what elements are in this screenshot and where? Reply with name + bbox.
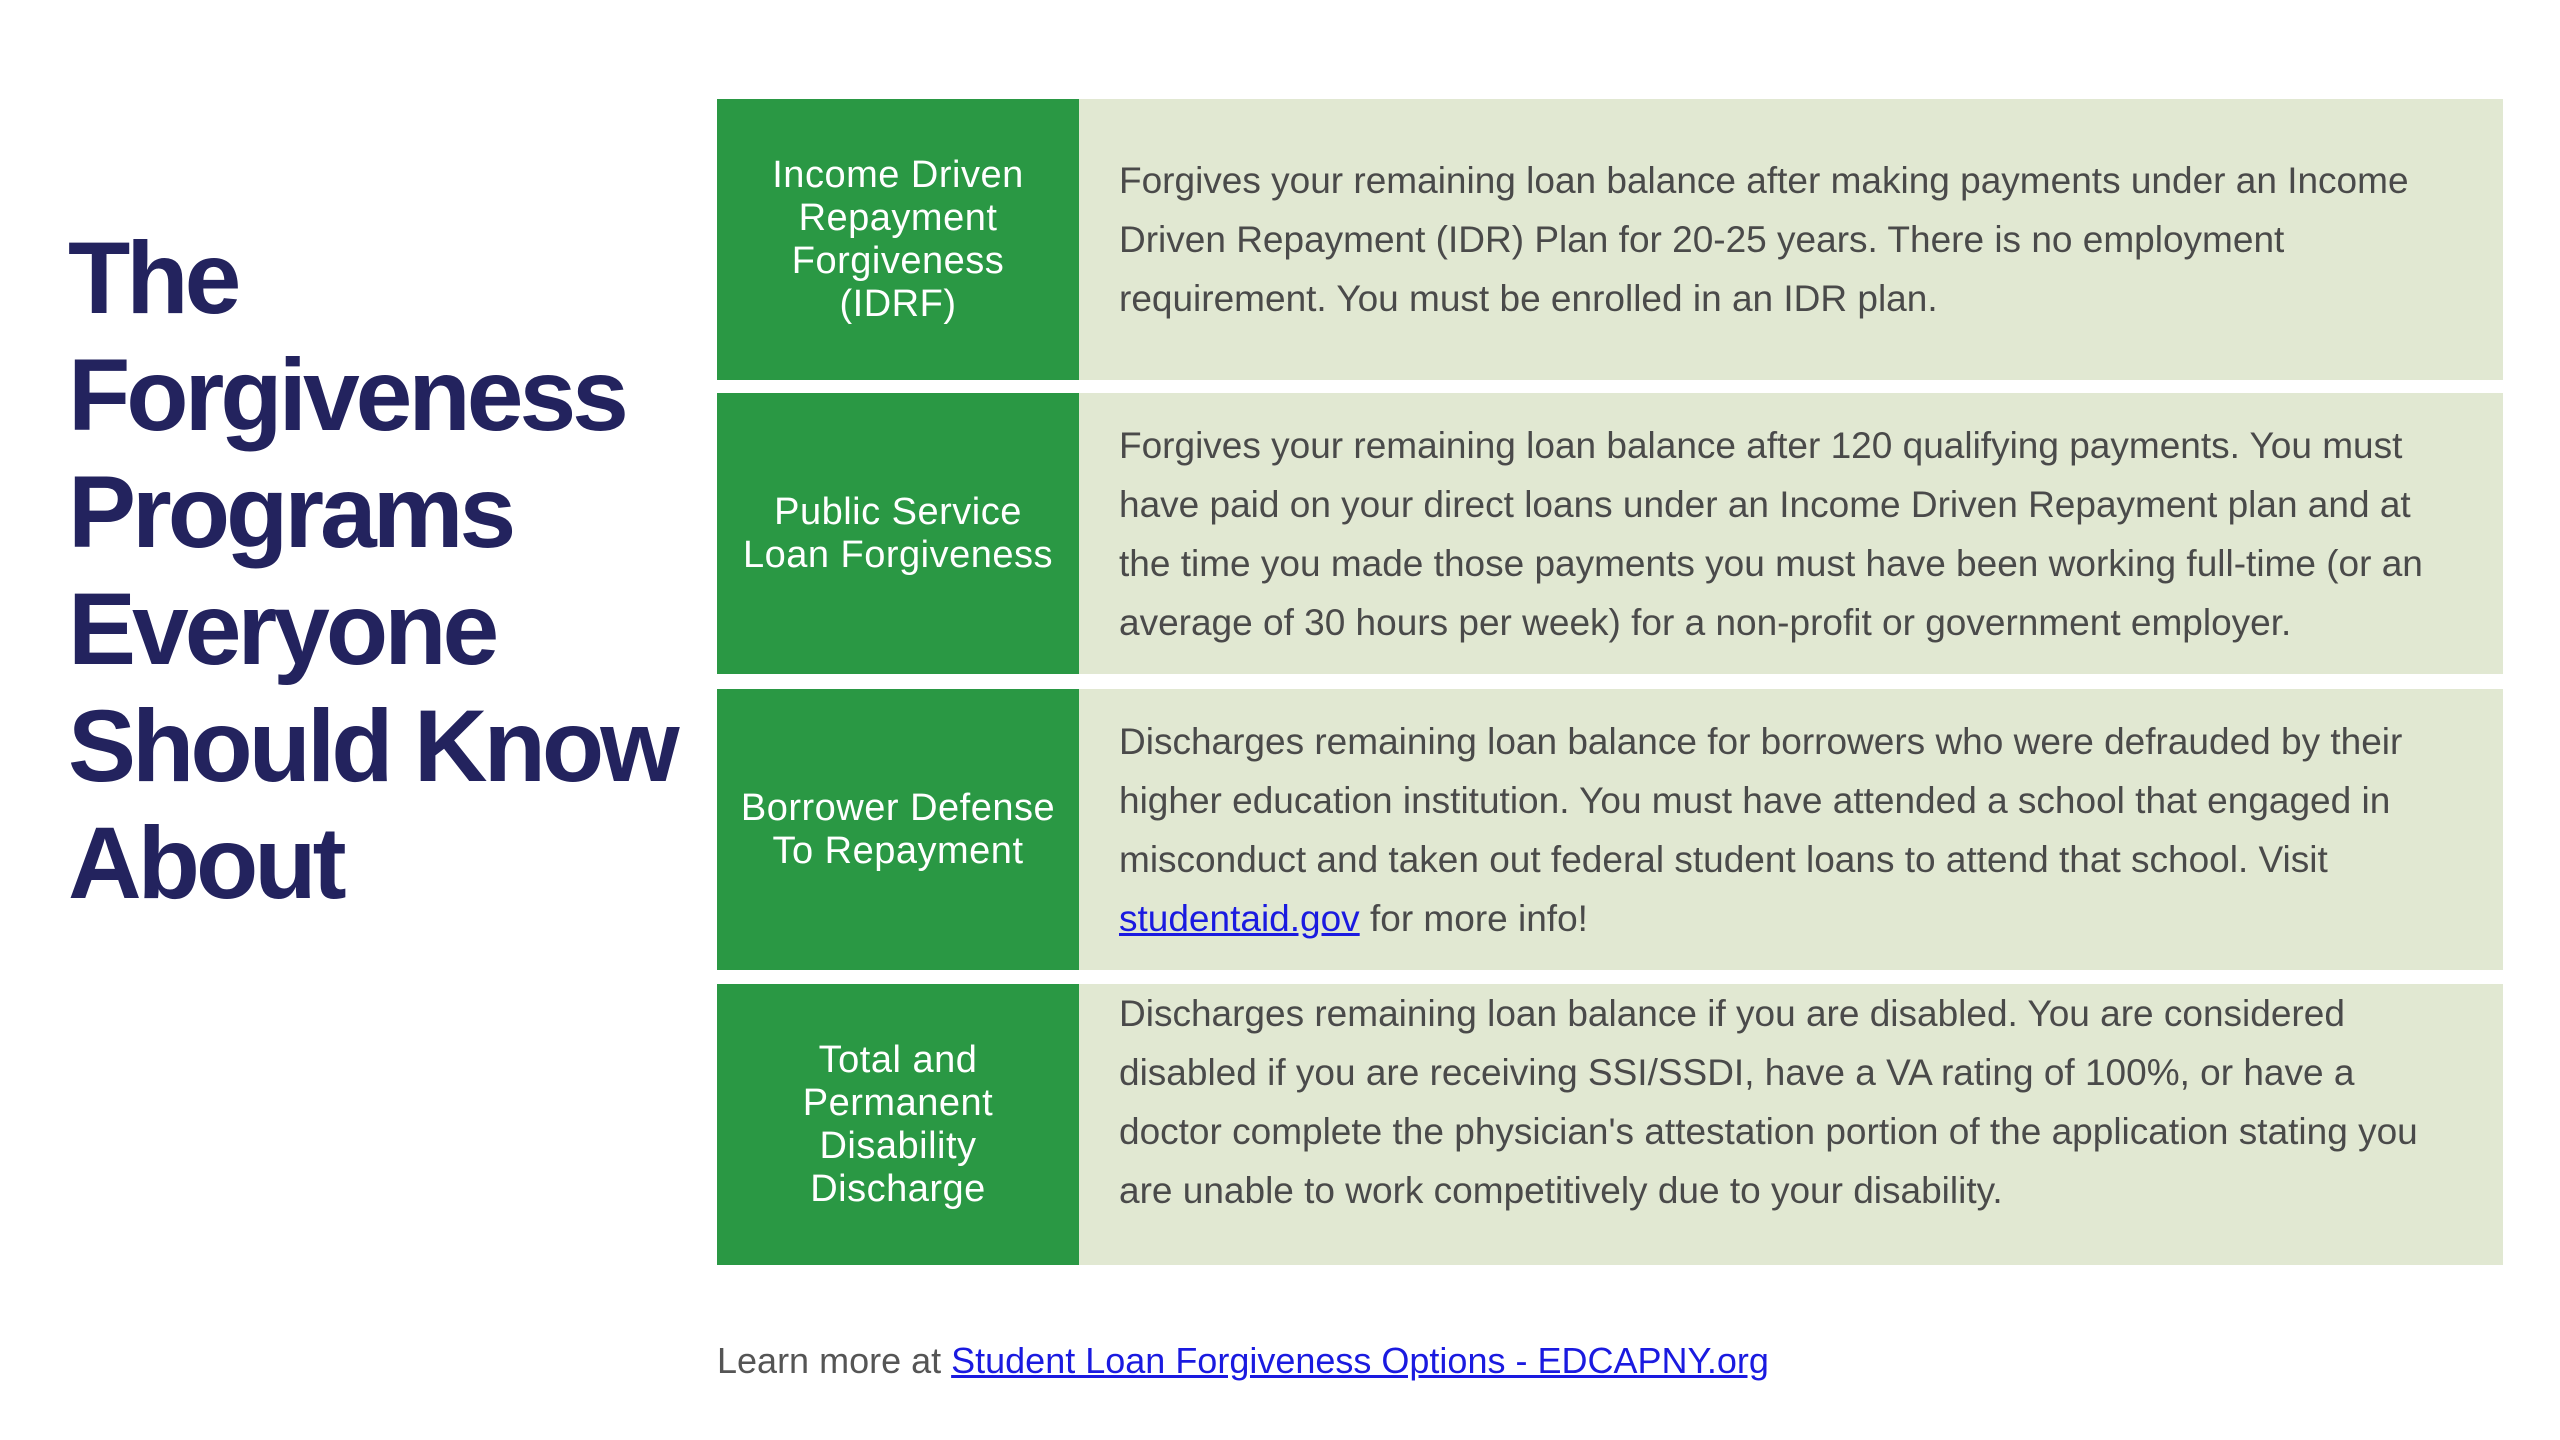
program-name-line: Repayment xyxy=(798,196,998,239)
footer-prefix: Learn more at xyxy=(717,1340,952,1381)
program-name-cell xyxy=(717,689,1079,970)
footer-note xyxy=(717,1340,1769,1382)
program-name-line: Total and xyxy=(818,1038,978,1081)
program-name-line: Disability xyxy=(819,1124,977,1167)
title-line: About xyxy=(68,806,343,920)
program-description-cell xyxy=(1079,99,2503,380)
program-name-line: Permanent xyxy=(802,1081,994,1124)
title-line: Programs xyxy=(68,455,513,569)
program-name-line: Income Driven xyxy=(772,153,1024,196)
program-description: Discharges remaining loan balance if you are disabled. You are considered disabled if you are receiving SSI/SSDI, have a VA rating of 100%, or have a doctor complete the physician's attestation portion of the application stating you are unable to work competitively due to your disability. xyxy=(1119,993,2418,1211)
program-description: Forgives your remaining loan balance after making payments under an Income Driven Repayment (IDR) Plan for 20-25 years. There is no employment requirement. You must be enrolled in an IDR plan. xyxy=(1119,160,2409,319)
program-name-line: Public Service xyxy=(774,490,1022,533)
program-row-pslf xyxy=(717,393,2503,674)
title-line: Forgiveness xyxy=(68,338,625,452)
title-line: The xyxy=(68,221,238,335)
program-row-idrf xyxy=(717,99,2503,380)
title-line: Should Know xyxy=(68,689,676,803)
title-line: Everyone xyxy=(68,572,496,686)
studentaid-link[interactable]: studentaid.gov xyxy=(1119,897,1360,939)
program-description-paragraph xyxy=(1119,712,2453,948)
program-name-line: Loan Forgiveness xyxy=(742,533,1054,576)
program-name-line: To Repayment xyxy=(772,829,1024,872)
program-description-suffix: for more info! xyxy=(1359,897,1588,939)
program-description-cell xyxy=(1079,689,2503,970)
program-name-line: Discharge xyxy=(810,1167,986,1210)
edcapny-link[interactable]: Student Loan Forgiveness Options - EDCAPNY.org xyxy=(951,1340,1769,1381)
program-description-cell xyxy=(1079,984,2503,1265)
program-description: Discharges remaining loan balance for borrowers who were defrauded by their higher education institution. You must have attended a school that engaged in misconduct and taken out federal student loans to attend that school. Visit xyxy=(1119,720,2403,880)
program-row-borrower-defense xyxy=(717,689,2503,970)
program-description-cell xyxy=(1079,393,2503,674)
program-name-line: Borrower Defense xyxy=(740,786,1056,829)
program-row-tpd xyxy=(717,984,2503,1265)
page-title xyxy=(68,220,708,922)
program-name-cell xyxy=(717,393,1079,674)
program-description: Forgives your remaining loan balance after 120 qualifying payments. You must have paid on your direct loans under an Income Driven Repayment plan and at the time you made those payments you must have been working full-time (or an average of 30 hours per week) for a non-profit or government employer. xyxy=(1119,424,2423,643)
program-name-cell xyxy=(717,984,1079,1265)
program-name-line: Forgiveness (IDRF) xyxy=(791,239,1005,325)
program-name-cell xyxy=(717,99,1079,380)
